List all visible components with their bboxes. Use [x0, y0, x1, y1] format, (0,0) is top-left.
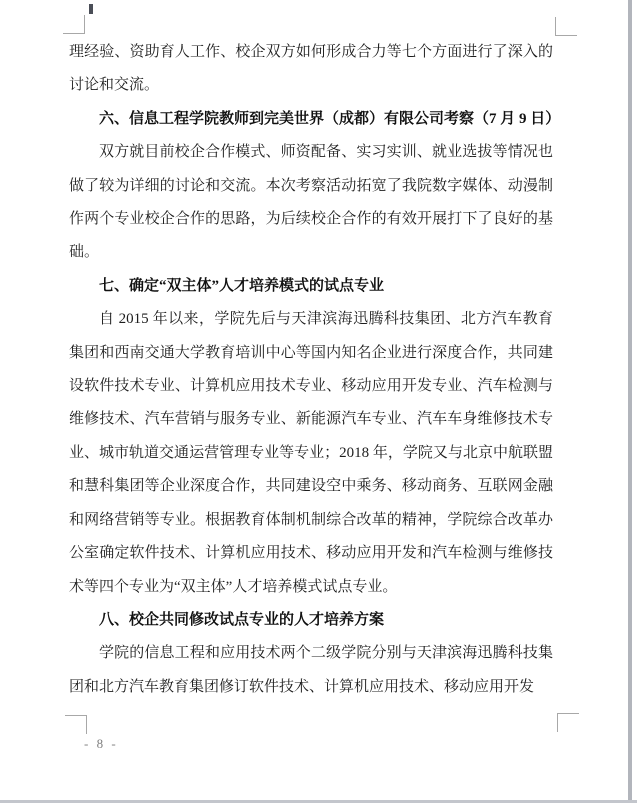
paragraph-section-7: 自 2015 年以来，学院先后与天津滨海迅腾科技集团、北方汽车教育集团和西南交通大学教育培训中心等国内知名企业进行深度合作，共同建设软件技术专业、计算机应用技术专业、移动应用开发专业、汽车检测与维修技术、汽车营销与服务专业、新能源汽车专业、汽车车身维修技术专业、城市轨道交通运营管理专业等专业；2018 年，学院又与北京中航联盟和慧科集团等企业深度合作，共同建设空中乘务、移动商务、互联网金融和网络营销等专业。根据教育体制机制综合改革的精神，学院综合改革办公室确定软件技术、计算机应用技术、移动应用开发和汽车检测与维修技术等四个专业为“双主体”人才培养模式试点专业。 [69, 311, 553, 595]
crop-mark-top-left [63, 15, 85, 34]
page-number: - 8 - [84, 736, 119, 751]
section-heading-7: 七、确定“双主体”人才培养模式的试点专业 [99, 277, 385, 294]
page-right-edge [628, 0, 632, 803]
crop-mark-bottom-right [557, 713, 579, 732]
paragraph-continuation: 理经验、资助育人工作、校企双方如何形成合力等七个方面进行了深入的讨论和交流。 [69, 44, 553, 94]
paragraph-section-8: 学院的信息工程和应用技术两个二级学院分别与天津滨海迅腾科技集团和北方汽车教育集团修订软件技术、计算机应用技术、移动应用开发 [69, 645, 553, 695]
text-column [69, 36, 561, 704]
paragraph-section-6: 双方就目前校企合作模式、师资配备、实习实训、就业选拔等情况也做了较为详细的讨论和交流。本次考察活动拓宽了我院数字媒体、动漫制作两个专业校企合作的思路，为后续校企合作的有效开展打下了良好的基础。 [69, 144, 553, 261]
crop-mark-bottom-left [65, 715, 87, 734]
crop-mark-top-right [555, 17, 577, 36]
section-heading-8: 八、校企共同修改试点专业的人才培养方案 [99, 611, 385, 628]
section-heading-6: 六、信息工程学院教师到完美世界（成都）有限公司考察（7 月 9 日） [99, 110, 561, 127]
top-edge-artifact [89, 4, 93, 14]
